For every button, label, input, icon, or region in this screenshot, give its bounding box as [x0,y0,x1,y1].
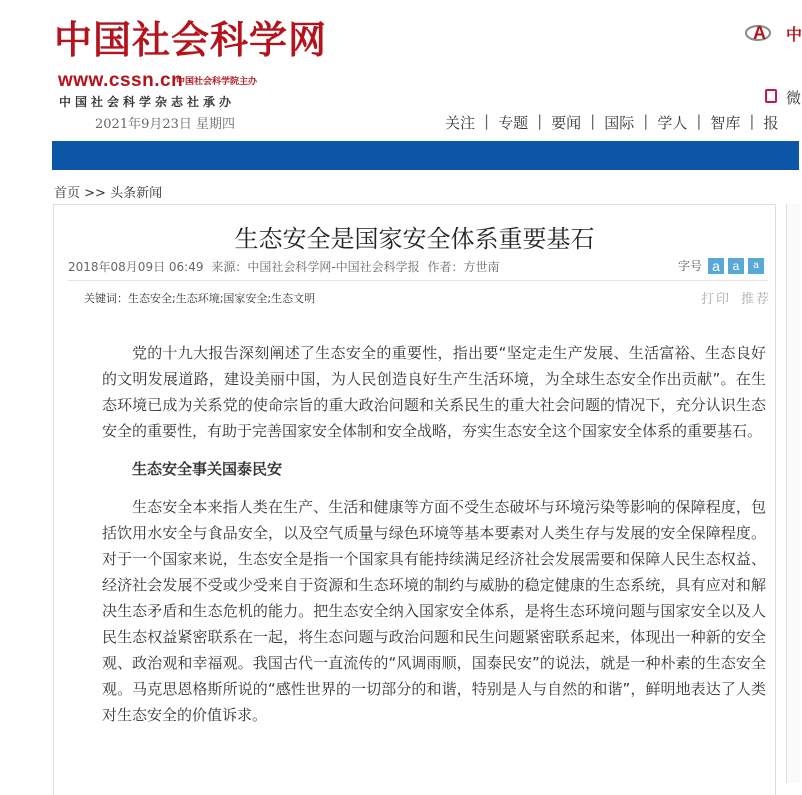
nav-item-yaowen[interactable]: 要闻 [551,114,582,132]
logo-publisher-text: 中国社会科学杂志社承办 [59,95,236,109]
article-paragraph: 生态安全本来指人类在生产、生活和健康等方面不受生态破坏与环境污染等影响的保障程度，包括饮用水安全与食品安全，以及空气质量与绿色环境等基本要素对人类生存与发展的安全保障程度。对于一个国家来说，生态安全是指一个国家具有能持续满足经济社会发展需要和保障人民生态权益、经济社会发展不受或少受来自于资源和生态环境的制约与威胁的稳定健康的生态系统，具有应对和解决生态矛盾和生态危机的能力。把生态安全纳入国家安全体系，是将生态环境问题与国家安全以及人民生态权益紧密联系在一起，将生态问题与政治问题和民生问题紧密联系起来，体现出一种新的安全观、政治观和幸福观。我国古代一直流传的“风调雨顺，国泰民安”的说法，就是一种朴素的生态安全观。马克思恩格斯所说的“感性世界的一切部分的和谐，特别是人与自然的和谐”，鲜明地表达了人类对生态安全的价值诉求。 [102,498,766,724]
nav-separator: | [696,112,702,130]
weibo-link-text[interactable]: 微 [786,89,802,107]
article-subheading: 生态安全事关国泰民安 [132,460,283,478]
partner-link-text[interactable]: 中 [786,25,802,44]
font-size-medium-button[interactable]: a [728,258,744,274]
article-paragraph: 党的十九大报告深刻阐述了生态安全的重要性，指出要“坚定走生产发展、生活富裕、生态良好的文明发展道路，建设美丽中国，为人民创造良好生产生活环境，为全球生态安全作出贡献”。在生态环境已成为关系党的使命宗旨的重大政治问题和关系民生的重大社会问题的情况下，充分认识生态安全的重要性，有助于完善国家安全体制和安全战略，夯实生态安全这个国家安全体系的重要基石。 [102,344,766,440]
top-nav [445,112,787,133]
breadcrumb [54,182,162,201]
nav-separator: | [484,112,490,130]
article-datetime: 2018年08月09日 06:49 [68,260,204,274]
main-nav-bar [52,141,799,170]
site-url[interactable]: www.cssn.cn [58,70,184,91]
keywords-list[interactable]: 生态安全;生态环境;国家安全;生态文明 [128,292,316,305]
breadcrumb-section[interactable]: 头条新闻 [110,186,163,201]
divider [68,280,768,281]
right-sidebar [786,204,800,783]
article-author: 作者：方世南 [427,260,500,274]
article-body [102,340,766,740]
article-title: 生态安全是国家安全体系重要基石 [234,225,595,253]
recommend-button[interactable]: 推荐 [741,292,772,307]
svg-text:A: A [753,23,766,43]
nav-separator: | [537,112,543,130]
article-panel [53,204,776,795]
font-size-large-button[interactable]: a [708,258,724,274]
article-tools [691,288,771,307]
nav-item-zhuanti[interactable]: 专题 [498,114,529,132]
article-source: 来源：中国社会科学网-中国社会科学报 [211,260,420,274]
breadcrumb-home[interactable]: 首页 [54,186,81,201]
print-button[interactable]: 打印 [701,292,732,307]
site-logo[interactable]: 中国社会科学网 [54,17,328,62]
nav-item-guanzhu[interactable]: 关注 [445,114,476,132]
article-meta [68,258,504,275]
article-keywords [84,290,315,306]
partner-logo-icon[interactable] [745,22,771,42]
current-date: 2021年9月23日 星期四 [95,117,236,132]
nav-item-bao[interactable]: 报 [763,114,779,132]
nav-item-zhiku[interactable]: 智库 [710,114,741,132]
nav-separator: | [749,112,755,130]
logo-host-text: 中国社会科学院主办 [176,77,258,87]
nav-separator: | [643,112,649,130]
nav-separator: | [590,112,596,130]
font-size-control [678,257,764,274]
nav-item-xueren[interactable]: 学人 [657,114,688,132]
font-size-label: 字号 [678,259,703,273]
breadcrumb-separator: >> [80,186,111,201]
font-size-small-button[interactable]: a [748,258,764,274]
keywords-label: 关键词： [84,292,128,305]
weibo-icon[interactable] [765,89,777,103]
nav-item-guoji[interactable]: 国际 [604,114,635,132]
